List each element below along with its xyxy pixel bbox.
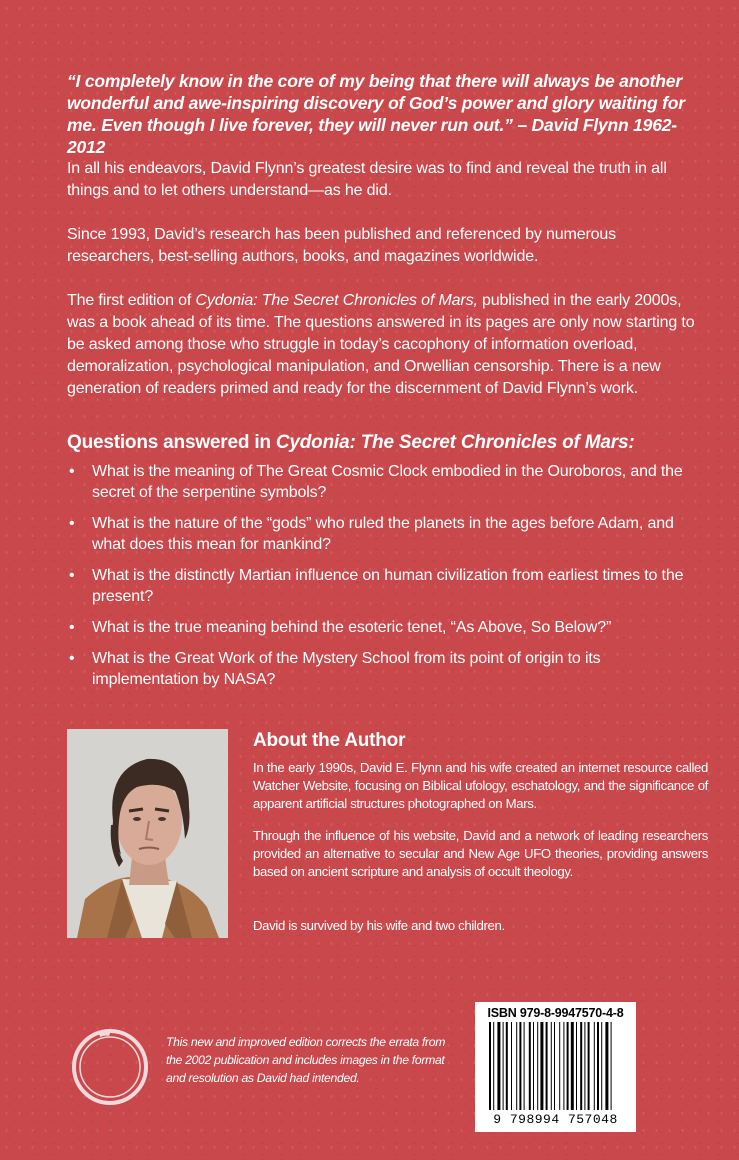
author-bio-paragraph: Through the influence of his website, David and a network of leading researchers provided an alternative to secular and New Age UFO theories, providing answers based on ancient scripture and analysis of occult theology. — [253, 828, 708, 879]
questions-heading-prefix: Questions answered in — [67, 432, 276, 453]
bullet-icon: • — [69, 515, 75, 532]
questions-list — [67, 461, 707, 700]
question-item — [67, 565, 707, 607]
author-quote: “I completely know in the core of my being that there will always be another wonderful and awe-inspiring discovery of God’s power and glory waiting for me. Even though I live forever, they will never run out.” – David Flynn 1962-2012 — [67, 71, 685, 157]
bullet-icon: • — [69, 463, 75, 480]
question-text: What is the distinctly Martian influence on human civilization from earliest times to the present? — [92, 567, 684, 605]
first-edition-prefix: The first edition of — [67, 292, 196, 309]
author-bio-paragraph: David is survived by his wife and two children. — [253, 918, 505, 933]
paragraph-desire: In all his endeavors, David Flynn’s greatest desire was to find and reveal the truth in all things and to let others understand—as he did. — [67, 160, 667, 199]
isbn-number: ISBN 979-8-9947570-4-8 — [487, 1006, 624, 1020]
barcode-digits: 9 798994 757048 — [493, 1112, 618, 1127]
question-text: What is the true meaning behind the esoteric tenet, “As Above, So Below?” — [92, 619, 612, 636]
question-item — [67, 461, 707, 503]
question-text: What is the meaning of The Great Cosmic Clock embodied in the Ouroboros, and the secret of the serpentine symbols? — [92, 463, 683, 501]
author-photo — [67, 729, 228, 938]
edition-note: This new and improved edition corrects the errata from the 2002 publication and includes images in the format and resolution as David had intended. — [166, 1035, 446, 1085]
bullet-icon: • — [69, 567, 75, 584]
question-item — [67, 513, 707, 555]
question-item — [67, 617, 707, 638]
barcode-bars — [489, 1022, 622, 1114]
ouroboros-icon — [69, 1026, 151, 1108]
book-title-inline: Cydonia: The Secret Chronicles of Mars, — [195, 292, 478, 309]
author-bio-paragraph: In the early 1990s, David E. Flynn and his wife created an internet resource called Watcher Website, focusing on Biblical ufology, eschatology, and the significance of apparent artificial structures photographed on Mars. — [253, 760, 708, 811]
questions-heading-title: Cydonia: The Secret Chronicles of Mars: — [275, 432, 635, 453]
about-author-heading: About the Author — [253, 730, 406, 751]
paragraph-first-edition — [67, 290, 707, 400]
question-text: What is the Great Work of the Mystery School from its point of origin to its implementation by NASA? — [92, 650, 601, 688]
bullet-icon: • — [69, 650, 75, 667]
questions-heading — [67, 431, 707, 455]
first-edition-rest: published in the early 2000s, was a book ahead of its time. The questions answered in its pages are only now starting to be asked among those who struggle in today’s cacophony of information overload, demoralization, psychological manipulation, and Orwellian censorship. There is a new generation of readers primed and ready for the discernment of David Flynn’s work. — [67, 292, 695, 397]
bullet-icon: • — [69, 619, 75, 636]
question-text: What is the nature of the “gods” who ruled the planets in the ages before Adam, and what does this mean for mankind? — [92, 515, 674, 553]
isbn-barcode — [475, 1002, 636, 1132]
question-item — [67, 648, 707, 690]
paragraph-research: Since 1993, David’s research has been published and referenced by numerous researchers, best-selling authors, books, and magazines worldwide. — [67, 226, 616, 265]
